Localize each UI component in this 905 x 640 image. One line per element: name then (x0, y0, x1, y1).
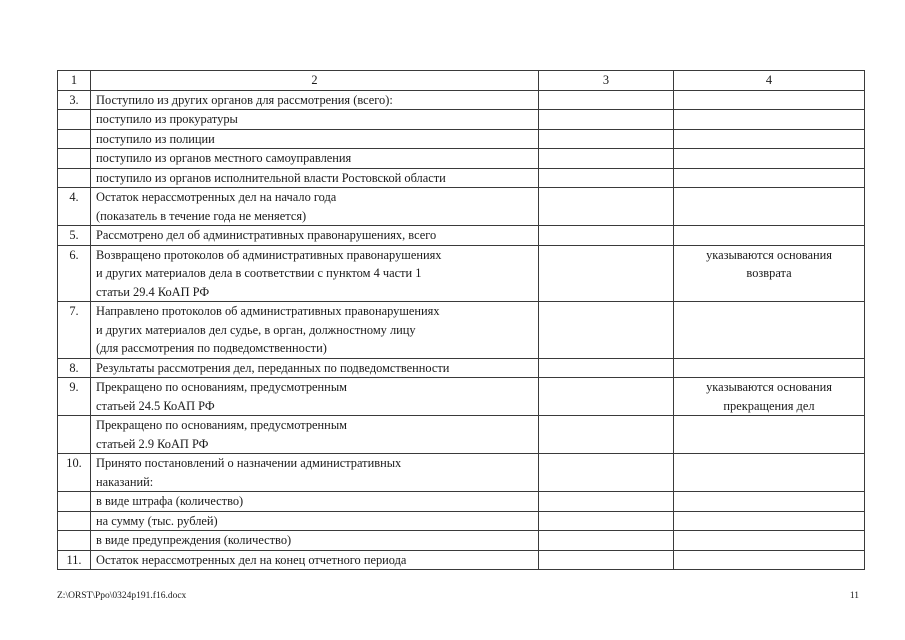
column-4-cell (674, 550, 865, 570)
description-line: в виде штрафа (количество) (96, 494, 244, 508)
row-number-cell (58, 511, 91, 531)
description-line: поступило из прокуратуры (96, 112, 238, 126)
table-row (58, 358, 865, 378)
table-row (58, 302, 865, 359)
column-4-cell (674, 226, 865, 246)
table-row (58, 129, 865, 149)
row-description-cell (91, 226, 539, 246)
column-3-cell (539, 226, 674, 246)
report-table (57, 70, 865, 570)
row-description-cell (91, 416, 539, 454)
description-line: Поступило из других органов для рассмотрения (всего): (96, 92, 393, 107)
table-row (58, 90, 865, 110)
description-line: Результаты рассмотрения дел, переданных по подведомственности (96, 360, 450, 375)
column-3-cell (539, 168, 674, 188)
column-4-note-line: прекращения дел (723, 398, 815, 413)
description-line: статьей 2.9 КоАП РФ (96, 436, 209, 451)
description-line: (для рассмотрения по подведомственности) (96, 341, 327, 355)
column-4-cell (674, 378, 865, 416)
table-row (58, 226, 865, 246)
row-description-cell (91, 358, 539, 378)
description-line: и других материалов дела в соответствии с пунктом 4 части 1 (96, 266, 422, 280)
column-4-cell (674, 245, 865, 302)
table-row (58, 531, 865, 551)
row-description-cell (91, 550, 539, 570)
row-number-cell: 6. (58, 245, 91, 302)
row-number-cell: 3. (58, 90, 91, 110)
column-4-cell (674, 416, 865, 454)
column-3-cell (539, 511, 674, 531)
table-row (58, 492, 865, 512)
column-4-cell (674, 110, 865, 130)
row-description-cell (91, 90, 539, 110)
row-description-cell (91, 245, 539, 302)
row-number-cell: 9. (58, 378, 91, 416)
column-4-cell (674, 454, 865, 492)
row-number-cell: 10. (58, 454, 91, 492)
table-row (58, 188, 865, 226)
column-4-cell (674, 302, 865, 359)
description-line: Принято постановлений о назначении административных (96, 456, 402, 470)
table-row (58, 149, 865, 169)
table-row (58, 416, 865, 454)
row-number-cell (58, 492, 91, 512)
footer-file-path: Z:\ORST\Ppo\0324p191.f16.docx (57, 591, 187, 601)
description-line: поступило из органов местного самоуправления (96, 151, 352, 165)
column-3-cell (539, 378, 674, 416)
header-cell-4: 4 (674, 71, 865, 91)
description-line: (показатель в течение года не меняется) (96, 208, 307, 223)
column-4-note-line: возврата (746, 266, 792, 280)
column-3-cell (539, 90, 674, 110)
description-line: на сумму (тыс. рублей) (96, 513, 218, 528)
table-row (58, 168, 865, 188)
row-number-cell: 5. (58, 226, 91, 246)
description-line: Остаток нерассмотренных дел на конец отчетного периода (96, 552, 407, 567)
column-4-cell (674, 168, 865, 188)
column-4-cell (674, 358, 865, 378)
table-row (58, 245, 865, 302)
header-cell-1: 1 (58, 71, 91, 91)
column-3-cell (539, 149, 674, 169)
table-row (58, 110, 865, 130)
column-4-cell (674, 129, 865, 149)
row-number-cell (58, 168, 91, 188)
table-row (58, 454, 865, 492)
column-3-cell (539, 129, 674, 149)
header-cell-3: 3 (539, 71, 674, 91)
row-description-cell (91, 110, 539, 130)
column-4-cell (674, 531, 865, 551)
row-description-cell (91, 511, 539, 531)
row-description-cell (91, 531, 539, 551)
footer-page-number: 11 (849, 591, 859, 601)
row-number-cell (58, 149, 91, 169)
description-line: статьи 29.4 КоАП РФ (96, 284, 210, 299)
description-line: Остаток нерассмотренных дел на начало года (96, 190, 337, 204)
column-4-note-line: указываются основания (706, 247, 832, 262)
description-line: и других материалов дел судье, в орган, должностному лицу (96, 322, 416, 337)
table-row (58, 511, 865, 531)
column-3-cell (539, 550, 674, 570)
column-3-cell (539, 245, 674, 302)
row-number-cell: 7. (58, 302, 91, 359)
header-cell-2: 2 (91, 71, 539, 91)
column-3-cell (539, 188, 674, 226)
table-row (58, 550, 865, 570)
column-4-cell (674, 149, 865, 169)
description-line: поступило из полиции (96, 131, 215, 146)
row-number-cell: 4. (58, 188, 91, 226)
description-line: наказаний: (96, 474, 154, 489)
row-description-cell (91, 454, 539, 492)
row-number-cell: 8. (58, 358, 91, 378)
column-3-cell (539, 492, 674, 512)
table-body (58, 71, 865, 570)
column-3-cell (539, 531, 674, 551)
description-line: Возвращено протоколов об административных правонарушениях (96, 247, 442, 262)
row-description-cell (91, 188, 539, 226)
description-line: Рассмотрено дел об административных правонарушениях, всего (96, 228, 437, 242)
row-description-cell (91, 492, 539, 512)
column-4-cell (674, 188, 865, 226)
row-number-cell: 11. (58, 550, 91, 570)
description-line: поступило из органов исполнительной власти Ростовской области (96, 170, 446, 185)
description-line: в виде предупреждения (количество) (96, 533, 292, 547)
row-description-cell (91, 378, 539, 416)
row-number-cell (58, 129, 91, 149)
column-3-cell (539, 110, 674, 130)
column-3-cell (539, 358, 674, 378)
description-line: статьей 24.5 КоАП РФ (96, 398, 215, 413)
description-line: Направлено протоколов об административных правонарушениях (96, 304, 440, 318)
column-4-cell (674, 511, 865, 531)
row-description-cell (91, 149, 539, 169)
row-description-cell (91, 129, 539, 149)
table-row (58, 378, 865, 416)
column-4-cell (674, 90, 865, 110)
table-header-row (58, 71, 865, 91)
row-number-cell (58, 416, 91, 454)
description-line: Прекращено по основаниям, предусмотренным (96, 380, 347, 394)
row-number-cell (58, 531, 91, 551)
row-description-cell (91, 302, 539, 359)
column-4-note-line: указываются основания (706, 380, 832, 394)
column-3-cell (539, 454, 674, 492)
column-3-cell (539, 416, 674, 454)
column-4-cell (674, 492, 865, 512)
row-number-cell (58, 110, 91, 130)
column-3-cell (539, 302, 674, 359)
row-description-cell (91, 168, 539, 188)
description-line: Прекращено по основаниям, предусмотренным (96, 418, 347, 432)
